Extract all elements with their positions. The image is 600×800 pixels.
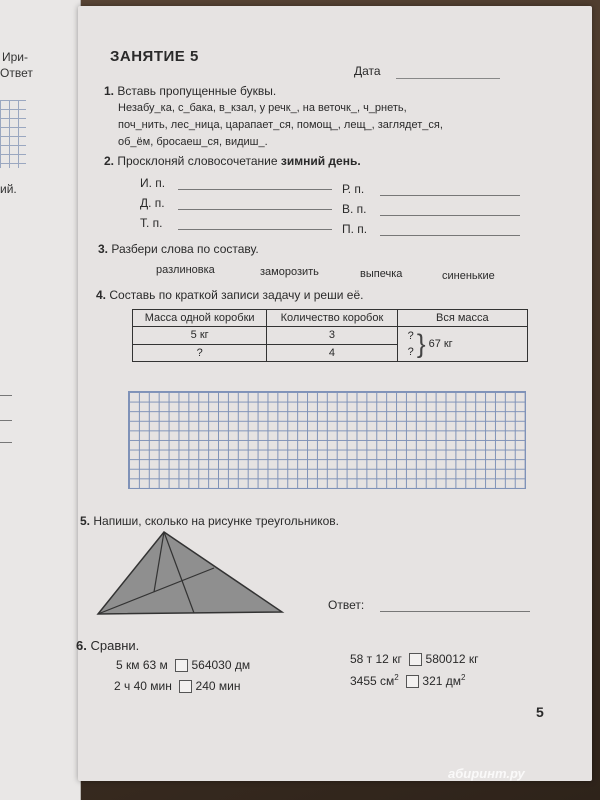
task4-table — [132, 309, 528, 362]
word-item: заморозить — [260, 266, 319, 278]
compare-right: 321 дм — [422, 674, 462, 688]
comparison-row — [114, 679, 244, 693]
date-field[interactable] — [396, 78, 500, 79]
word-item: выпечка — [360, 268, 403, 280]
table-header: Вся масса — [397, 310, 527, 327]
compare-box[interactable] — [179, 680, 192, 693]
comparison-row — [116, 658, 254, 672]
task2-instruction: Просклоняй словосочетание — [117, 154, 278, 168]
case-answer-line[interactable] — [178, 229, 332, 230]
comparison-row — [350, 673, 465, 688]
compare-left: 2 ч 40 мин — [114, 679, 172, 693]
compare-right: 580012 кг — [425, 652, 479, 666]
answer-line[interactable] — [380, 611, 530, 612]
task5-number: 5. — [80, 514, 91, 528]
task1-line: Незабу_ка, с_бака, в_кзал, у речк_, на веточк_, ч_рнеть, — [118, 102, 407, 114]
table-cell: 4 — [267, 344, 397, 362]
left-page-line — [0, 395, 12, 396]
task2-heading — [104, 154, 361, 168]
total-cell — [397, 327, 527, 362]
case-label: Т. п. — [140, 216, 163, 230]
compare-right: 240 мин — [195, 679, 241, 693]
case-label: В. п. — [342, 202, 367, 216]
table-header: Масса одной коробки — [133, 310, 267, 327]
task4-instruction: Составь по краткой записи задачу и реши её. — [109, 288, 364, 302]
word-item: разлиновка — [156, 264, 215, 276]
task5-heading — [80, 514, 339, 528]
left-page-fragment: Ири- — [2, 50, 28, 64]
compare-left: 3455 см — [350, 674, 395, 688]
left-page-edge — [0, 0, 81, 800]
task5-instruction: Напиши, сколько на рисунке треугольников. — [93, 514, 339, 528]
table-cell: ? — [407, 330, 414, 342]
compare-box[interactable] — [175, 659, 188, 672]
task1-heading — [104, 84, 276, 98]
compare-box[interactable] — [406, 675, 419, 688]
case-label: П. п. — [342, 222, 368, 236]
case-label: Д. п. — [140, 196, 165, 210]
task1-line: об_ём, бросаеш_ся, видиш_. — [118, 136, 268, 148]
task4-number: 4. — [96, 288, 107, 302]
brace-icon: } — [416, 328, 426, 359]
date-label: Дата — [354, 64, 381, 78]
case-answer-line[interactable] — [178, 209, 332, 210]
workbook-page — [78, 6, 592, 781]
page-number: 5 — [536, 704, 544, 720]
left-page-line — [0, 442, 12, 443]
task1-line: поч_нить, лес_ница, царапает_ся, помощ_, лещ_, заглядет_ся, — [118, 119, 443, 131]
table-cell: 5 кг — [133, 327, 267, 345]
comparison-row — [350, 652, 483, 666]
task6-number: 6. — [76, 638, 87, 653]
left-page-grid — [0, 100, 26, 168]
table-cell: ? — [133, 344, 267, 362]
answer-label: Ответ: — [328, 598, 365, 612]
table-header: Количество коробок — [267, 310, 397, 327]
task6-heading — [76, 638, 139, 653]
lesson-title: ЗАНЯТИЕ 5 — [110, 48, 199, 65]
task2-phrase: зимний день. — [280, 154, 361, 168]
task3-number: 3. — [98, 242, 109, 256]
case-answer-line[interactable] — [178, 189, 332, 190]
compare-left: 5 км 63 м — [116, 658, 168, 672]
compare-right: 564030 дм — [191, 658, 251, 672]
solution-grid[interactable] — [128, 391, 526, 489]
left-page-line — [0, 420, 12, 421]
word-item: синенькие — [442, 270, 495, 282]
watermark: абиринт.ру — [448, 766, 525, 781]
task3-heading — [98, 242, 259, 256]
task4-heading — [96, 288, 363, 302]
task6-instruction: Сравни. — [90, 638, 140, 653]
task3-instruction: Разбери слова по составу. — [111, 242, 259, 256]
task1-instruction: Вставь пропущенные буквы. — [117, 84, 277, 98]
triangle-figure — [94, 528, 286, 618]
left-page-fragment: ий. — [0, 182, 17, 196]
left-page-fragment: Ответ — [0, 66, 33, 80]
case-label: И. п. — [140, 176, 166, 190]
case-answer-line[interactable] — [380, 195, 520, 196]
superscript: 2 — [394, 673, 399, 682]
case-answer-line[interactable] — [380, 235, 520, 236]
case-answer-line[interactable] — [380, 215, 520, 216]
table-cell: 3 — [267, 327, 397, 345]
compare-left: 58 т 12 кг — [350, 652, 402, 666]
total-mass: 67 кг — [428, 338, 453, 350]
table-cell: ? — [407, 346, 414, 358]
compare-box[interactable] — [409, 653, 422, 666]
task2-number: 2. — [104, 154, 115, 168]
superscript: 2 — [461, 673, 466, 682]
task1-number: 1. — [104, 84, 115, 98]
case-label: Р. п. — [342, 182, 365, 196]
